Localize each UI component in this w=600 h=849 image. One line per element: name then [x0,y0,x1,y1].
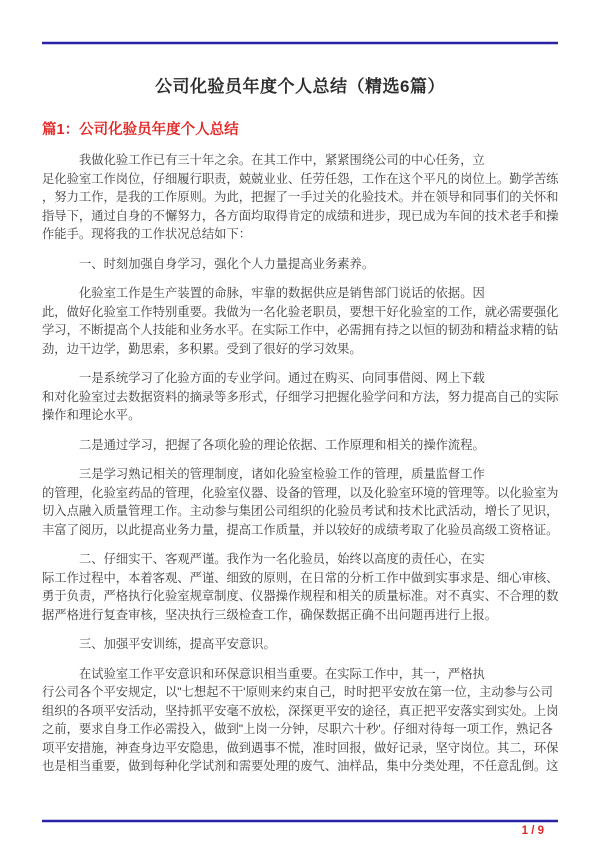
text-line: 学习，不断提高个人技能和业务水平。在实际工作中，必需拥有持之以恒的韧劲和精益求精的钻 [42,323,558,337]
text-line: 之前，要求自身工作必需投入，做到"上岗一分钟，尽职六十秒'。仔细对待每一项工作，熟记各 [42,722,553,736]
text-line: 在试验室工作平安意识和环保意识相当重要。在实际工作中，其一，严格执 [79,666,485,681]
text-line: 的管理，化验室药品的管理，化验室仪器、设备的管理，以及化验室环境的管理等。以化验室为 [42,485,558,500]
paragraph [42,255,558,274]
footer-rule [42,820,558,822]
paragraph [42,436,558,455]
text-line: 劲，边干边学，勤思索，多积累。受到了很好的学习效果。 [42,341,362,356]
header-rule [42,42,558,44]
text-line: 我做化验工作已有三十年之余。在其工作中，紧紧围绕公司的中心任务，立 [79,153,485,167]
page-footer [42,820,558,837]
text-line: 二、仔细实干、客观严谨。我作为一名化验员，始终以高度的责任心，在实 [79,552,485,566]
text-line: 足化验室工作岗位，仔细履行职责，兢兢业业、任劳任怨，工作在这个平凡的岗位上。勤学苦练 [42,171,558,186]
page-number: 1 / 9 [521,825,544,837]
text-line: 组织的各项平安活动，坚持抓平安毫不放松，深探更平安的途径，真正把平安落实到实处。上岗 [42,703,558,718]
section-heading: 篇1：公司化验员年度个人总结 [42,122,239,138]
text-line: 行公司各个平安规定，以"七想起不干'原则来约束自己，时时把平安放在第一位，主动参与公司 [42,685,553,699]
text-line: 作能手。现将我的工作状况总结如下： [42,227,252,241]
paragraph [42,550,558,624]
text-line: 化验室工作是生产装置的命脉，牢靠的数据供应是销售部门说话的依据。因 [79,286,485,300]
text-line: 操作和理论水平。 [42,408,141,422]
paragraph [42,151,558,244]
text-line: 据严格进行复查审核，坚决执行三级检查工作，确保数据正确不出问题再进行上报。 [42,607,497,622]
text-line: 二是通过学习，把握了各项化验的理论依据、工作原理和相关的操作流程。 [79,437,485,452]
body-paragraphs [42,151,558,776]
text-line: 勇于负责，严格执行化验室规章制度、仪器操作规程和相关的质量标准。对不真实、不合理的数 [42,589,558,603]
text-line: 切入点融入质量管理工作。主动参与集团公司组织的化验员考试和技术比武活动，增长了见识， [42,504,558,518]
text-line: 丰富了阅历，以此提高业务力量，提高工作质量，并以较好的成绩考取了化验员高级工资格证。 [42,522,558,537]
text-line: 项平安措施，神查身边平安隐患，做到遇事不慌，准时回报，做好记录，坚守岗位。其二，环保 [42,740,558,755]
text-line: 际工作过程中，本着客观、严谨、细致的原则，在日常的分析工作中做到实事求是、细心审核、 [42,570,558,585]
text-line: 三是学习熟记相关的管理制度，诸如化验室检验工作的管理，质量监督工作 [79,467,485,481]
paragraph [42,665,558,776]
text-line: 和对化验室过去数据资料的摘录等多形式，仔细学习把握化验学问和方法，努力提高自己的实际 [42,389,558,404]
paragraph [42,635,558,654]
text-line: 一是系统学习了化验方面的专业学问。通过在购买、向同事借阅、网上下载 [79,371,485,385]
paragraph [42,284,558,358]
document-title: 公司化验员年度个人总结（精选6篇） [155,77,445,96]
text-line: ，努力工作，是我的工作原则。为此，把握了一手过关的化验技术。并在领导和同事们的关怀和 [42,190,558,204]
paragraph [42,369,558,425]
text-line: 指导下，通过自身的不懈努力，各方面均取得肯定的成绩和进步，现已成为车间的技术老手和操 [42,208,558,223]
text-line: 一、时刻加强自身学习，强化个人力量提高业务素养。 [79,256,375,271]
text-line: 此，做好化验室工作特别重要。我做为一名化验老职员，要想干好化验室的工作，就必需要强化 [42,304,558,319]
text-line: 也是相当重要，做到每种化学试剂和需要处理的废气、油样品，集中分类处理，不任意乱倒。这 [42,759,558,773]
paragraph [42,465,558,539]
text-line: 三、加强平安训练，提高平安意识。 [79,637,276,651]
